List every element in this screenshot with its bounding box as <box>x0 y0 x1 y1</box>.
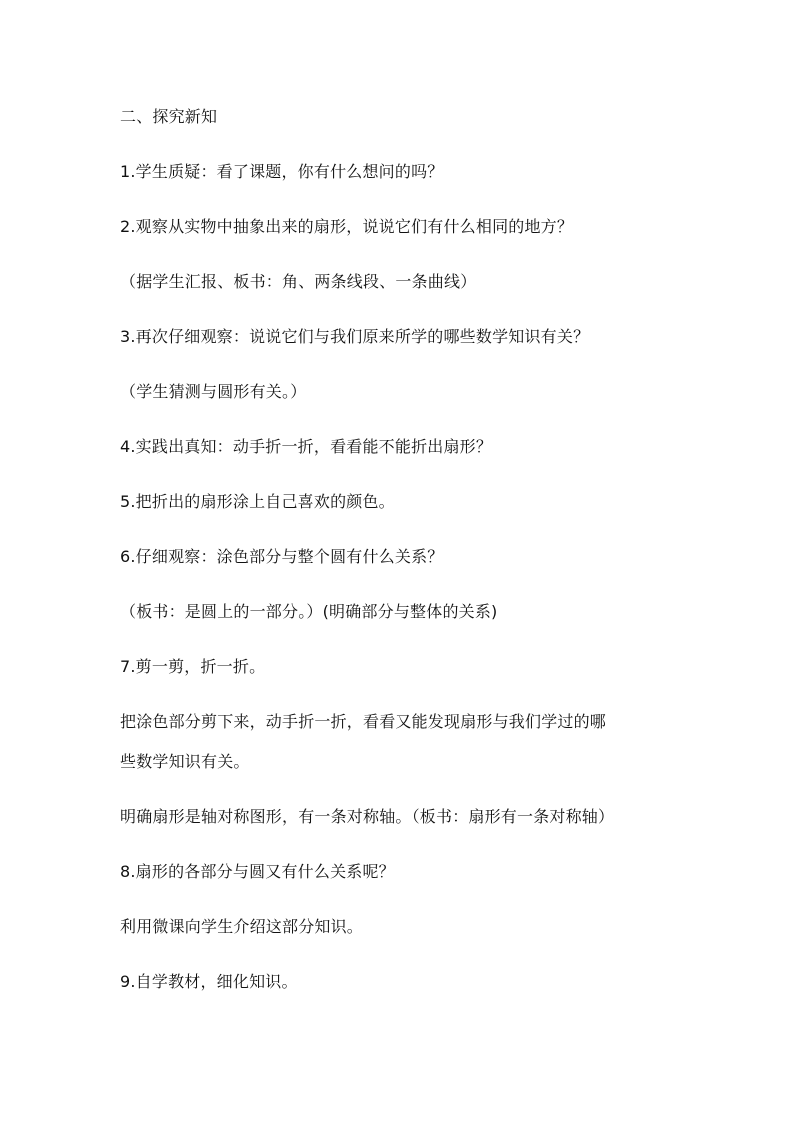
step-5: 5.把折出的扇形涂上自己喜欢的颜色。 <box>120 492 395 511</box>
step-2: 2.观察从实物中抽象出来的扇形，说说它们有什么相同的地方？ <box>120 217 574 236</box>
step-8: 8.扇形的各部分与圆又有什么关系呢？ <box>120 862 395 881</box>
step-3: 3.再次仔细观察：说说它们与我们原来所学的哪些数学知识有关？ <box>120 327 590 346</box>
step-8-detail: 利用微课向学生介绍这部分知识。 <box>120 917 364 936</box>
step-2-note: （据学生汇报、板书：角、两条线段、一条曲线） <box>120 272 477 291</box>
step-3-note: （学生猜测与圆形有关。） <box>120 382 307 401</box>
step-7: 7.剪一剪，折一折。 <box>120 657 266 676</box>
step-6-note: （板书：是圆上的一部分。）(明确部分与整体的关系) <box>120 602 498 621</box>
step-7-detail-line-2: 些数学知识有关。 <box>120 752 250 771</box>
step-7-conclusion: 明确扇形是轴对称图形，有一条对称轴。（板书：扇形有一条对称轴） <box>120 807 615 826</box>
section-heading: 二、探究新知 <box>120 107 218 126</box>
step-4: 4.实践出真知：动手折一折，看看能不能折出扇形？ <box>120 437 493 456</box>
step-7-detail-line-1: 把涂色部分剪下来，动手折一折，看看又能发现扇形与我们学过的哪 <box>120 712 607 731</box>
step-9: 9.自学教材，细化知识。 <box>120 972 298 991</box>
step-1: 1.学生质疑：看了课题，你有什么想问的吗？ <box>120 162 444 181</box>
step-6: 6.仔细观察：涂色部分与整个圆有什么关系？ <box>120 547 444 566</box>
